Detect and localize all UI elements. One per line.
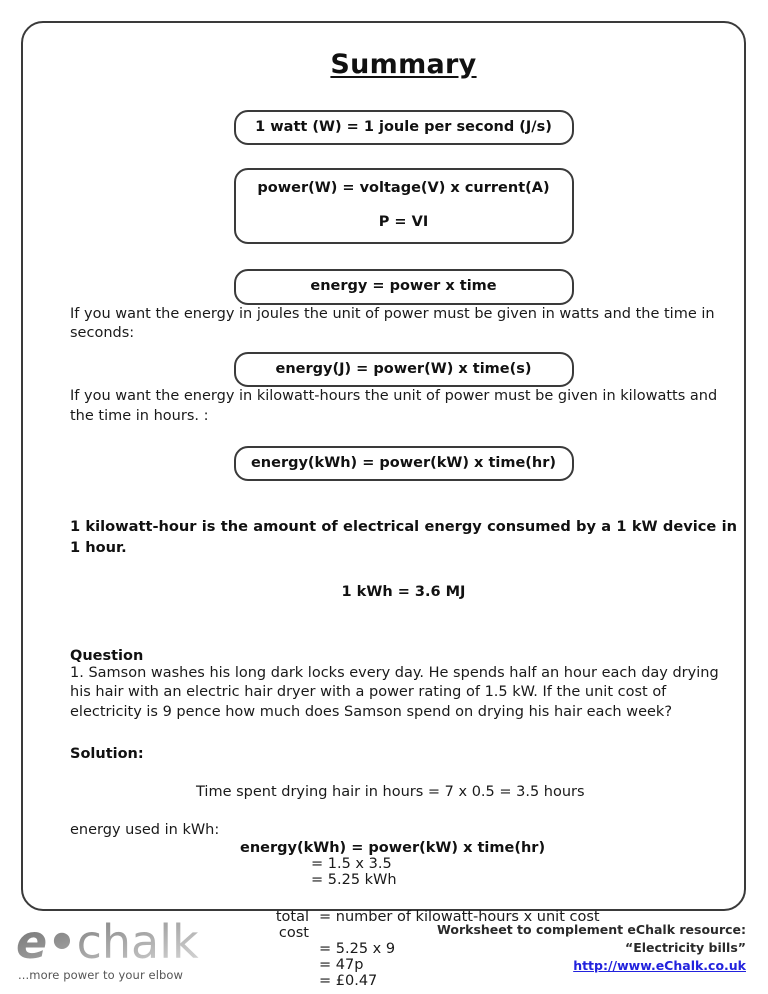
- formula-text-power-symbolic: P = VI: [378, 214, 429, 231]
- echalk-logo-dot-icon: •: [47, 915, 77, 969]
- echalk-logo-letter-e: e: [16, 915, 48, 969]
- echalk-logo-word-chalk: chalk: [76, 915, 199, 969]
- paragraph-joules-note: If you want the energy in joules the unit of power must be given in watts and the time in seconds:: [70, 305, 715, 341]
- formula-box-energy-general: [234, 269, 574, 304]
- formula-box-energy-joules: [234, 352, 574, 387]
- formula-box-watt-definition: [234, 110, 574, 145]
- solution-time-line: Time spent drying hair in hours = 7 x 0.5 = 3.5 hours: [196, 783, 585, 800]
- footer-credit: [437, 921, 746, 975]
- solution-cost-step-4: = £0.47: [319, 972, 378, 989]
- solution-cost-step-2: = 5.25 x 9: [319, 940, 396, 957]
- formula-text-energy-joules: energy(J) = power(W) x time(s): [275, 361, 532, 378]
- echalk-logo: [16, 915, 266, 982]
- solution-energy-equation: energy(kWh) = power(kW) x time(hr): [240, 839, 546, 856]
- statement-kilowatt-hour-definition: 1 kilowatt-hour is the amount of electrical energy consumed by a 1 kW device in 1 hour.: [70, 518, 737, 556]
- page-title: Summary: [330, 49, 477, 80]
- solution-energy-calculation: [70, 840, 737, 888]
- formula-box-power: [234, 168, 574, 244]
- echalk-logo-wordmark: [16, 915, 266, 969]
- footer-credit-line-1: Worksheet to complement eChalk resource:: [437, 922, 746, 937]
- footer-website-link[interactable]: http://www.eChalk.co.uk: [573, 958, 746, 974]
- solution-energy-step-1: = 1.5 x 3.5: [311, 855, 392, 872]
- solution-cost-step-1: = number of kilowatt-hours x unit cost: [319, 908, 600, 925]
- footer-credit-line-2: “Electricity bills”: [625, 940, 746, 956]
- solution-energy-label: energy used in kWh:: [70, 821, 220, 838]
- formula-text-energy-general: energy = power x time: [310, 278, 497, 295]
- echalk-logo-tagline: ...more power to your elbow: [18, 968, 184, 982]
- formula-text-power-expanded: power(W) = voltage(V) x current(A): [257, 180, 550, 197]
- solution-energy-step-2: = 5.25 kWh: [311, 871, 397, 888]
- question-heading: Question: [70, 647, 144, 664]
- statement-kwh-conversion: 1 kWh = 3.6 MJ: [341, 583, 466, 600]
- page-footer: [0, 915, 768, 994]
- formula-text-watt-definition: 1 watt (W) = 1 joule per second (J/s): [255, 119, 552, 135]
- paragraph-kwh-note: If you want the energy in kilowatt-hours the unit of power must be given in kilowatts and the time in hours. :: [70, 388, 718, 424]
- solution-cost-step-3: = 47p: [319, 956, 364, 973]
- worksheet-content: [70, 23, 737, 989]
- solution-cost-label: total cost: [275, 908, 309, 941]
- formula-box-energy-kwh: [234, 446, 574, 481]
- solution-heading: Solution:: [70, 745, 144, 762]
- question-text: 1. Samson washes his long dark locks every day. He spends half an hour each day drying his hair with an electric hair dryer with a power rating of 1.5 kW. If the unit cost of electricity is 9 pence how much does Samson spend on drying his hair each week?: [70, 664, 719, 720]
- formula-text-energy-kwh: energy(kWh) = power(kW) x time(hr): [250, 455, 557, 472]
